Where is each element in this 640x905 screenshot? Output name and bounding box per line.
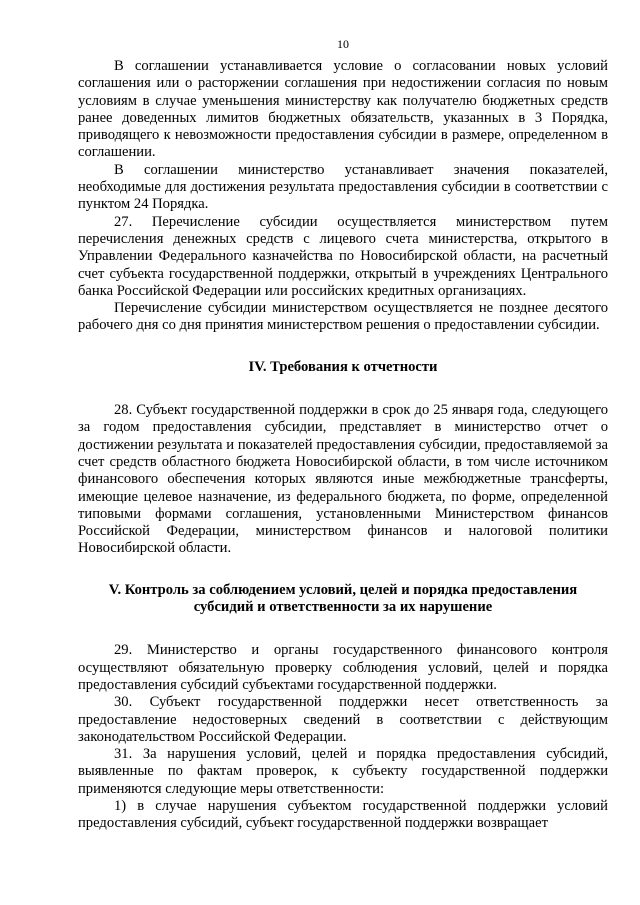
heading-line-1: V. Контроль за соблюдением условий, целей и порядка предоставления xyxy=(108,581,578,598)
document-body xyxy=(78,58,608,833)
paragraph-27: 27. Перечисление субсидии осуществляется министерством путем перечисления денежных средств с лицевого счета министерства, открытого в Управлении Федерального казначейства по Новосибирской области, на расчетный счет субъекта государственной поддержки, открытый в учреждениях Центрального банка Российской Федерации или российских кредитных организациях. xyxy=(78,213,608,299)
section-heading-control xyxy=(78,582,608,617)
paragraph-agreement-conditions: В соглашении устанавливается условие о согласовании новых условий соглашения или о расторжении соглашения при недостижении согласия по новым условиям в случае уменьшения министерству как получателю бюджетных средств ранее доведенных лимитов бюджетных обязательств, указанных в 3 Порядка, приводящего к невозможности предоставления субсидии в размере, определенном в соглашении. xyxy=(78,58,608,161)
paragraph-30: 30. Субъект государственной поддержки несет ответственность за предоставление недостоверных сведений в соответствии с действующим законодательством Российской Федерации. xyxy=(78,694,608,745)
paragraph-31-item-1: 1) в случае нарушения субъектом государственной поддержки условий предоставления субсидий, субъект государственной поддержки возвращает xyxy=(78,797,608,832)
paragraph-transfer-deadline: Перечисление субсидии министерством осуществляется не позднее десятого рабочего дня со дня принятия министерством решения о предоставлении субсидии. xyxy=(78,300,608,334)
section-heading-reporting: IV. Требования к отчетности xyxy=(248,358,438,375)
paragraph-indicator-values: В соглашении министерство устанавливает значения показателей, необходимые для достижения результата предоставления субсидии в соответствии с пунктом 24 Порядка. xyxy=(78,161,608,213)
page-number: 10 xyxy=(337,37,349,51)
heading-line-2: субсидий и ответственности за их нарушение xyxy=(193,599,493,616)
paragraph-29: 29. Министерство и органы государственного финансового контроля осуществляют обязательную проверку соблюдения условий, целей и порядка предоставления субсидий субъектами государственной поддержки. xyxy=(78,642,608,693)
spacer xyxy=(78,616,608,642)
spacer xyxy=(78,558,608,582)
paragraph-31: 31. За нарушения условий, целей и порядка предоставления субсидий, выявленные по фактам проверок, к субъекту государственной поддержки применяются следующие меры ответственности: xyxy=(78,746,608,797)
spacer xyxy=(78,335,608,359)
paragraph-28: 28. Субъект государственной поддержки в срок до 25 января года, следующего за годом предоставления субсидии, представляет в министерство отчет о достижении результата и показателей предоставления субсидии, предоставляемой за счет средств областного бюджета Новосибирской области, в том числе источником финансового обеспечения которых являются иные межбюджетные трансферты, имеющие целевое назначение, из федерального бюджета, по форме, определенной типовыми формами соглашения, установленными Министерством финансов Российской Федерации, министерством финансов и налоговой политики Новосибирской области. xyxy=(78,402,608,557)
spacer xyxy=(78,376,608,402)
